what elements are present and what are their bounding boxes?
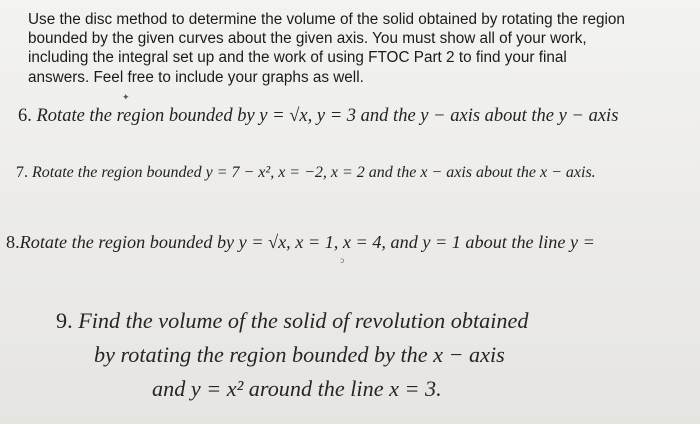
instructions-line-3: including the integral set up and the work of using FTOC Part 2 to find your final [28,49,567,67]
problem-8 [6,232,595,253]
problem-text: Rotate the region bounded by y = √x, y = 3 and the y − axis about the y − axis [36,106,619,126]
instructions-line-1: Use the disc method to determine the volume of the solid obtained by rotating the region [28,11,625,28]
problem-6 [18,106,618,127]
problem-7 [16,164,596,182]
problem-number: 6. [18,106,32,126]
problem-text: Rotate the region bounded y = 7 − x², x = −2, x = 2 and the x − axis about the x − axis. [32,164,596,181]
instructions-line-2: bounded by the given curves about the given axis. You must show all of your work, [28,30,587,48]
instructions-paragraph [28,10,678,87]
stray-mark-icon: ɔ [340,256,345,265]
problem-text-line-3: and y = x² around the line x = 3. [152,376,442,401]
problem-number: 7. [16,164,28,181]
cursor-mark-icon: ✦ [122,93,130,103]
instructions-line-4: answers. Feel free to include your graphs as well. [28,68,364,86]
problem-text: Rotate the region bounded by y = √x, x = 1, x = 4, and y = 1 about the line y = [19,232,595,252]
problem-9 [56,304,528,406]
problem-9-line-1 [56,304,528,338]
problem-text-line-2: by rotating the region bounded by the x − axis [94,342,505,367]
problem-number: 9. [56,308,73,333]
problem-number: 8. [6,232,20,252]
problem-text-line-1: Find the volume of the solid of revolution obtained [78,308,529,333]
